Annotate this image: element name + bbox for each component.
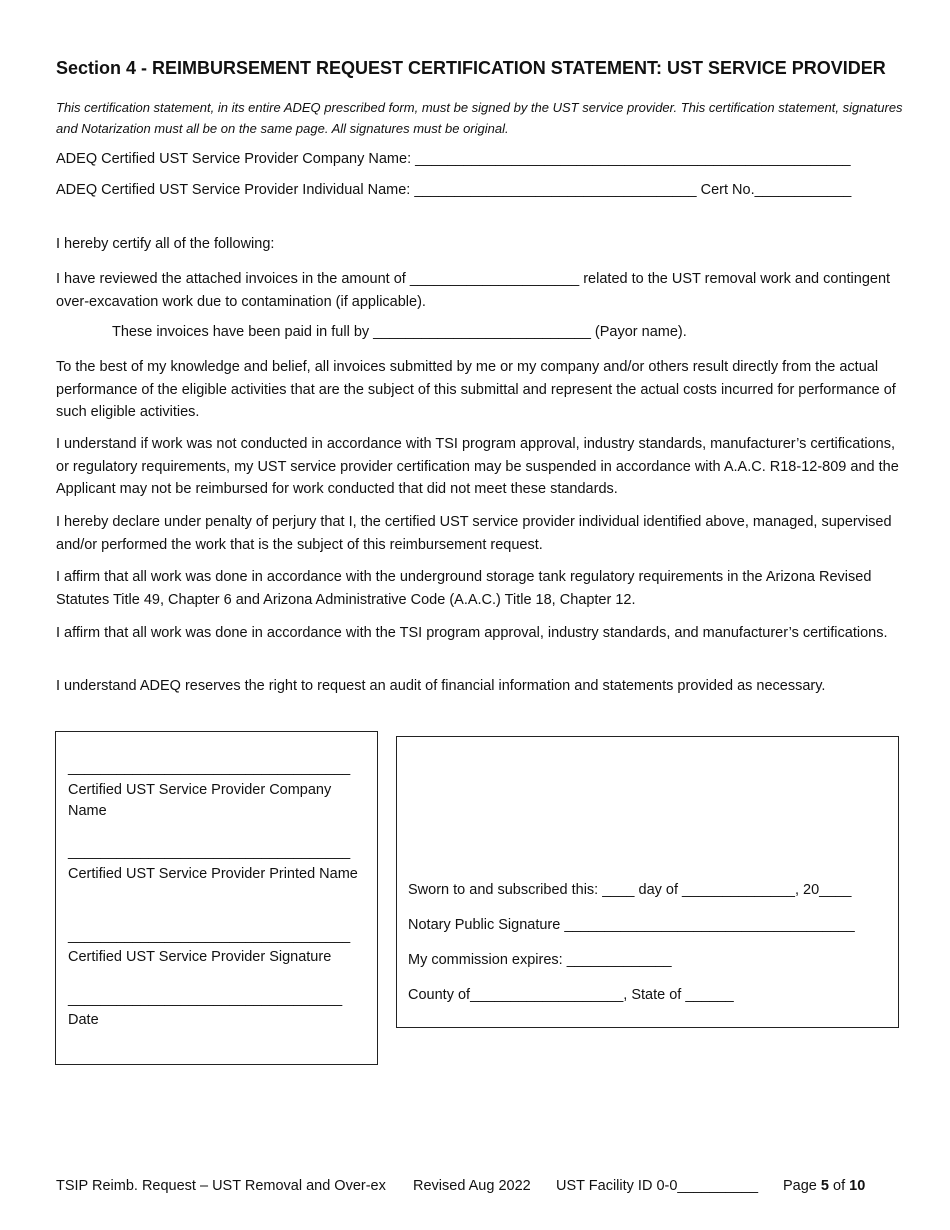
- intro-instructions: This certification statement, in its entire ADEQ prescribed form, must be signed by the UST service provider. This certification statement, signatures and Notarization must all be on the same page. All signatures must be original.: [56, 100, 903, 136]
- footer-revised: Revised Aug 2022: [413, 1178, 531, 1194]
- affirm-statutes-paragraph: I affirm that all work was done in accordance with the underground storage tank regulatory requirements in the Arizona Revised Statutes Title 49, Chapter 6 and Arizona Administrative Code (A.A.C.) Title 18, Chapter 12.: [56, 569, 872, 608]
- commission-expires-line[interactable]: My commission expires: _____________: [408, 952, 672, 968]
- printed-name-label: Certified UST Service Provider Printed Name: [68, 866, 358, 882]
- section-title: Section 4 - REIMBURSEMENT REQUEST CERTIFICATION STATEMENT: UST SERVICE PROVIDER: [56, 58, 886, 78]
- paid-in-full-line: These invoices have been paid in full by ___________________________ (Payor name).: [112, 324, 687, 340]
- knowledge-paragraph: To the best of my knowledge and belief, all invoices submitted by me or my company and/or others result directly from the actual performance of the eligible activities that are the subject of this submittal and represent the actual costs incurred for performance of such eligible activities.: [56, 359, 896, 420]
- certify-intro: I hereby certify all of the following:: [56, 236, 275, 252]
- page-prefix: Page: [783, 1178, 817, 1194]
- company-name-signature-line[interactable]: ___________________________________: [68, 760, 351, 776]
- notary-signature-line[interactable]: Notary Public Signature ____________________________________: [408, 917, 855, 933]
- page-current: 5: [820, 1178, 829, 1194]
- perjury-paragraph: I hereby declare under penalty of perjury that I, the certified UST service provider individual identified above, managed, supervised and/or performed the work that is the subject of this reimbursement request.: [56, 514, 892, 553]
- audit-paragraph: I understand ADEQ reserves the right to request an audit of financial information and statements provided as necessary.: [56, 678, 826, 694]
- individual-name-field[interactable]: ADEQ Certified UST Service Provider Individual Name: ___________________________________ Cert No.____________: [56, 182, 852, 198]
- invoices-paragraph: I have reviewed the attached invoices in the amount of _____________________ related to the UST removal work and contingent over-excavation work due to contamination (if applicable).: [56, 271, 891, 310]
- affirm-tsi-paragraph: I affirm that all work was done in accordance with the TSI program approval, industry standards, and manufacturer’s certifications.: [56, 625, 888, 641]
- footer-page-number: [783, 1178, 865, 1194]
- printed-name-signature-line[interactable]: ___________________________________: [68, 844, 351, 860]
- signature-label: Certified UST Service Provider Signature: [68, 949, 332, 965]
- company-name-field[interactable]: ADEQ Certified UST Service Provider Company Name: ______________________________________________________: [56, 151, 851, 167]
- date-signature-line[interactable]: __________________________________: [68, 991, 343, 1007]
- sworn-line[interactable]: Sworn to and subscribed this: ____ day of ______________, 20____: [408, 882, 852, 898]
- date-label: Date: [68, 1012, 99, 1028]
- page-total: 10: [849, 1178, 866, 1194]
- notary-box: [396, 736, 899, 1028]
- company-name-label: Certified UST Service Provider Company Name: [68, 782, 332, 819]
- county-state-line[interactable]: County of___________________, State of ______: [408, 987, 734, 1003]
- signature-box: [55, 731, 378, 1065]
- understand-paragraph: I understand if work was not conducted in accordance with TSI program approval, industry standards, manufacturer’s certifications, or regulatory requirements, my UST service provider certification may be suspended in accordance with A.A.C. R18-12-809 and the Applicant may not be reimbursed for work conducted that did not meet these standards.: [56, 436, 899, 497]
- signature-line[interactable]: ___________________________________: [68, 928, 351, 944]
- page-of: of: [833, 1178, 846, 1194]
- footer-facility-id: UST Facility ID 0-0__________: [556, 1178, 759, 1194]
- footer-form-name: TSIP Reimb. Request – UST Removal and Over-ex: [56, 1178, 386, 1194]
